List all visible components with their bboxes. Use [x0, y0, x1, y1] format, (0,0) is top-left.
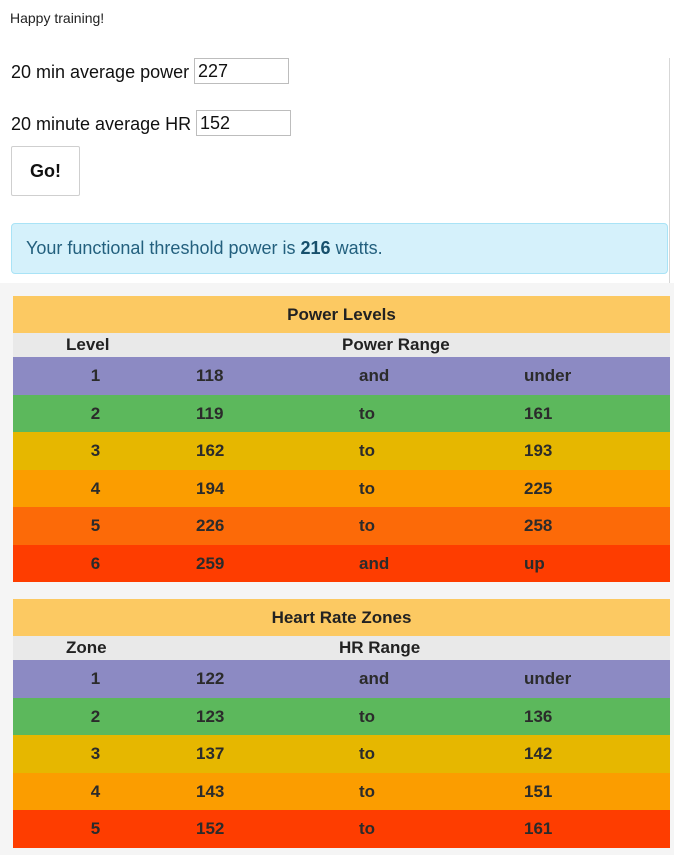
- power-level-row: [13, 432, 670, 470]
- range-separator-cell: to: [359, 403, 376, 423]
- range-low-cell: 122: [196, 669, 225, 688]
- calculator-form-area: [0, 0, 674, 283]
- heart-rate-zones-header: [13, 636, 670, 660]
- heart-rate-zone-row: [13, 773, 670, 811]
- level-cell: 3: [90, 744, 101, 763]
- level-column-header: Level: [66, 335, 110, 354]
- power-levels-body: [13, 357, 670, 582]
- zone-column-header: Zone: [66, 638, 107, 657]
- level-cell: 1: [90, 366, 101, 385]
- power-input[interactable]: [194, 58, 289, 84]
- range-high-cell: 258: [524, 516, 553, 535]
- hr-input[interactable]: [196, 110, 291, 136]
- hr-range-column-header: HR Range: [339, 638, 421, 657]
- range-high-cell: 193: [524, 441, 553, 460]
- heart-rate-zone-row: [13, 810, 670, 848]
- range-low-cell: 259: [196, 553, 225, 573]
- range-separator-cell: to: [359, 516, 376, 535]
- power-levels-title: Power Levels: [13, 296, 670, 333]
- level-cell: 5: [90, 516, 101, 535]
- level-cell: 6: [90, 553, 101, 573]
- ftp-result-suffix: watts.: [335, 238, 383, 258]
- heart-rate-zone-row: [13, 698, 670, 736]
- range-low-cell: 143: [196, 781, 225, 801]
- range-low-cell: 194: [196, 478, 225, 498]
- greeting-text: Happy training!: [10, 10, 105, 26]
- range-low-cell: 119: [196, 403, 224, 423]
- level-cell: 2: [90, 403, 101, 423]
- power-level-row: [13, 507, 670, 545]
- heart-rate-zones-title: Heart Rate Zones: [13, 599, 670, 636]
- heart-rate-zone-row: [13, 660, 670, 698]
- range-high-cell: 225: [524, 478, 553, 498]
- heart-rate-zones-body: [13, 660, 670, 848]
- range-separator-cell: to: [359, 706, 376, 726]
- level-cell: 1: [90, 669, 101, 688]
- level-cell: 5: [90, 819, 101, 838]
- level-cell: 4: [90, 781, 101, 801]
- level-cell: 2: [90, 706, 101, 726]
- range-separator-cell: to: [359, 441, 376, 460]
- power-level-row: [13, 470, 670, 508]
- range-low-cell: 123: [196, 706, 225, 726]
- power-levels-header: [13, 333, 670, 357]
- power-range-column-header: Power Range: [342, 335, 450, 354]
- range-high-cell: 161: [524, 403, 553, 423]
- level-cell: 4: [90, 478, 101, 498]
- range-low-cell: 137: [196, 744, 225, 763]
- hr-label: 20 minute average HR: [11, 114, 192, 134]
- range-separator-cell: and: [359, 366, 390, 385]
- range-separator-cell: to: [359, 819, 376, 838]
- range-low-cell: 152: [196, 819, 225, 838]
- range-high-cell: 136: [524, 706, 553, 726]
- range-high-cell: 161: [524, 819, 553, 838]
- range-separator-cell: and: [359, 669, 390, 688]
- range-low-cell: 226: [196, 516, 225, 535]
- ftp-result-prefix: Your functional threshold power is: [26, 238, 296, 258]
- range-separator-cell: to: [359, 744, 376, 763]
- range-high-cell: up: [524, 553, 545, 573]
- range-separator-cell: to: [359, 478, 376, 498]
- divider-line: [669, 58, 670, 283]
- power-level-row: [13, 545, 670, 583]
- ftp-result-alert: [11, 223, 668, 274]
- go-button[interactable]: Go!: [11, 146, 80, 196]
- range-high-cell: 142: [524, 744, 553, 763]
- power-levels-table: [13, 296, 670, 582]
- heart-rate-zones-table: [13, 599, 670, 848]
- range-separator-cell: to: [359, 781, 376, 801]
- power-level-row: [13, 357, 670, 395]
- range-high-cell: under: [524, 669, 572, 688]
- range-separator-cell: and: [359, 553, 390, 573]
- range-high-cell: under: [524, 366, 572, 385]
- ftp-result-value: 216: [300, 238, 331, 258]
- range-low-cell: 162: [196, 441, 225, 460]
- heart-rate-zone-row: [13, 735, 670, 773]
- level-cell: 3: [90, 441, 101, 460]
- power-label: 20 min average power: [11, 62, 190, 82]
- range-low-cell: 118: [196, 366, 224, 385]
- range-high-cell: 151: [524, 781, 553, 801]
- results-area: [0, 283, 674, 855]
- power-level-row: [13, 395, 670, 433]
